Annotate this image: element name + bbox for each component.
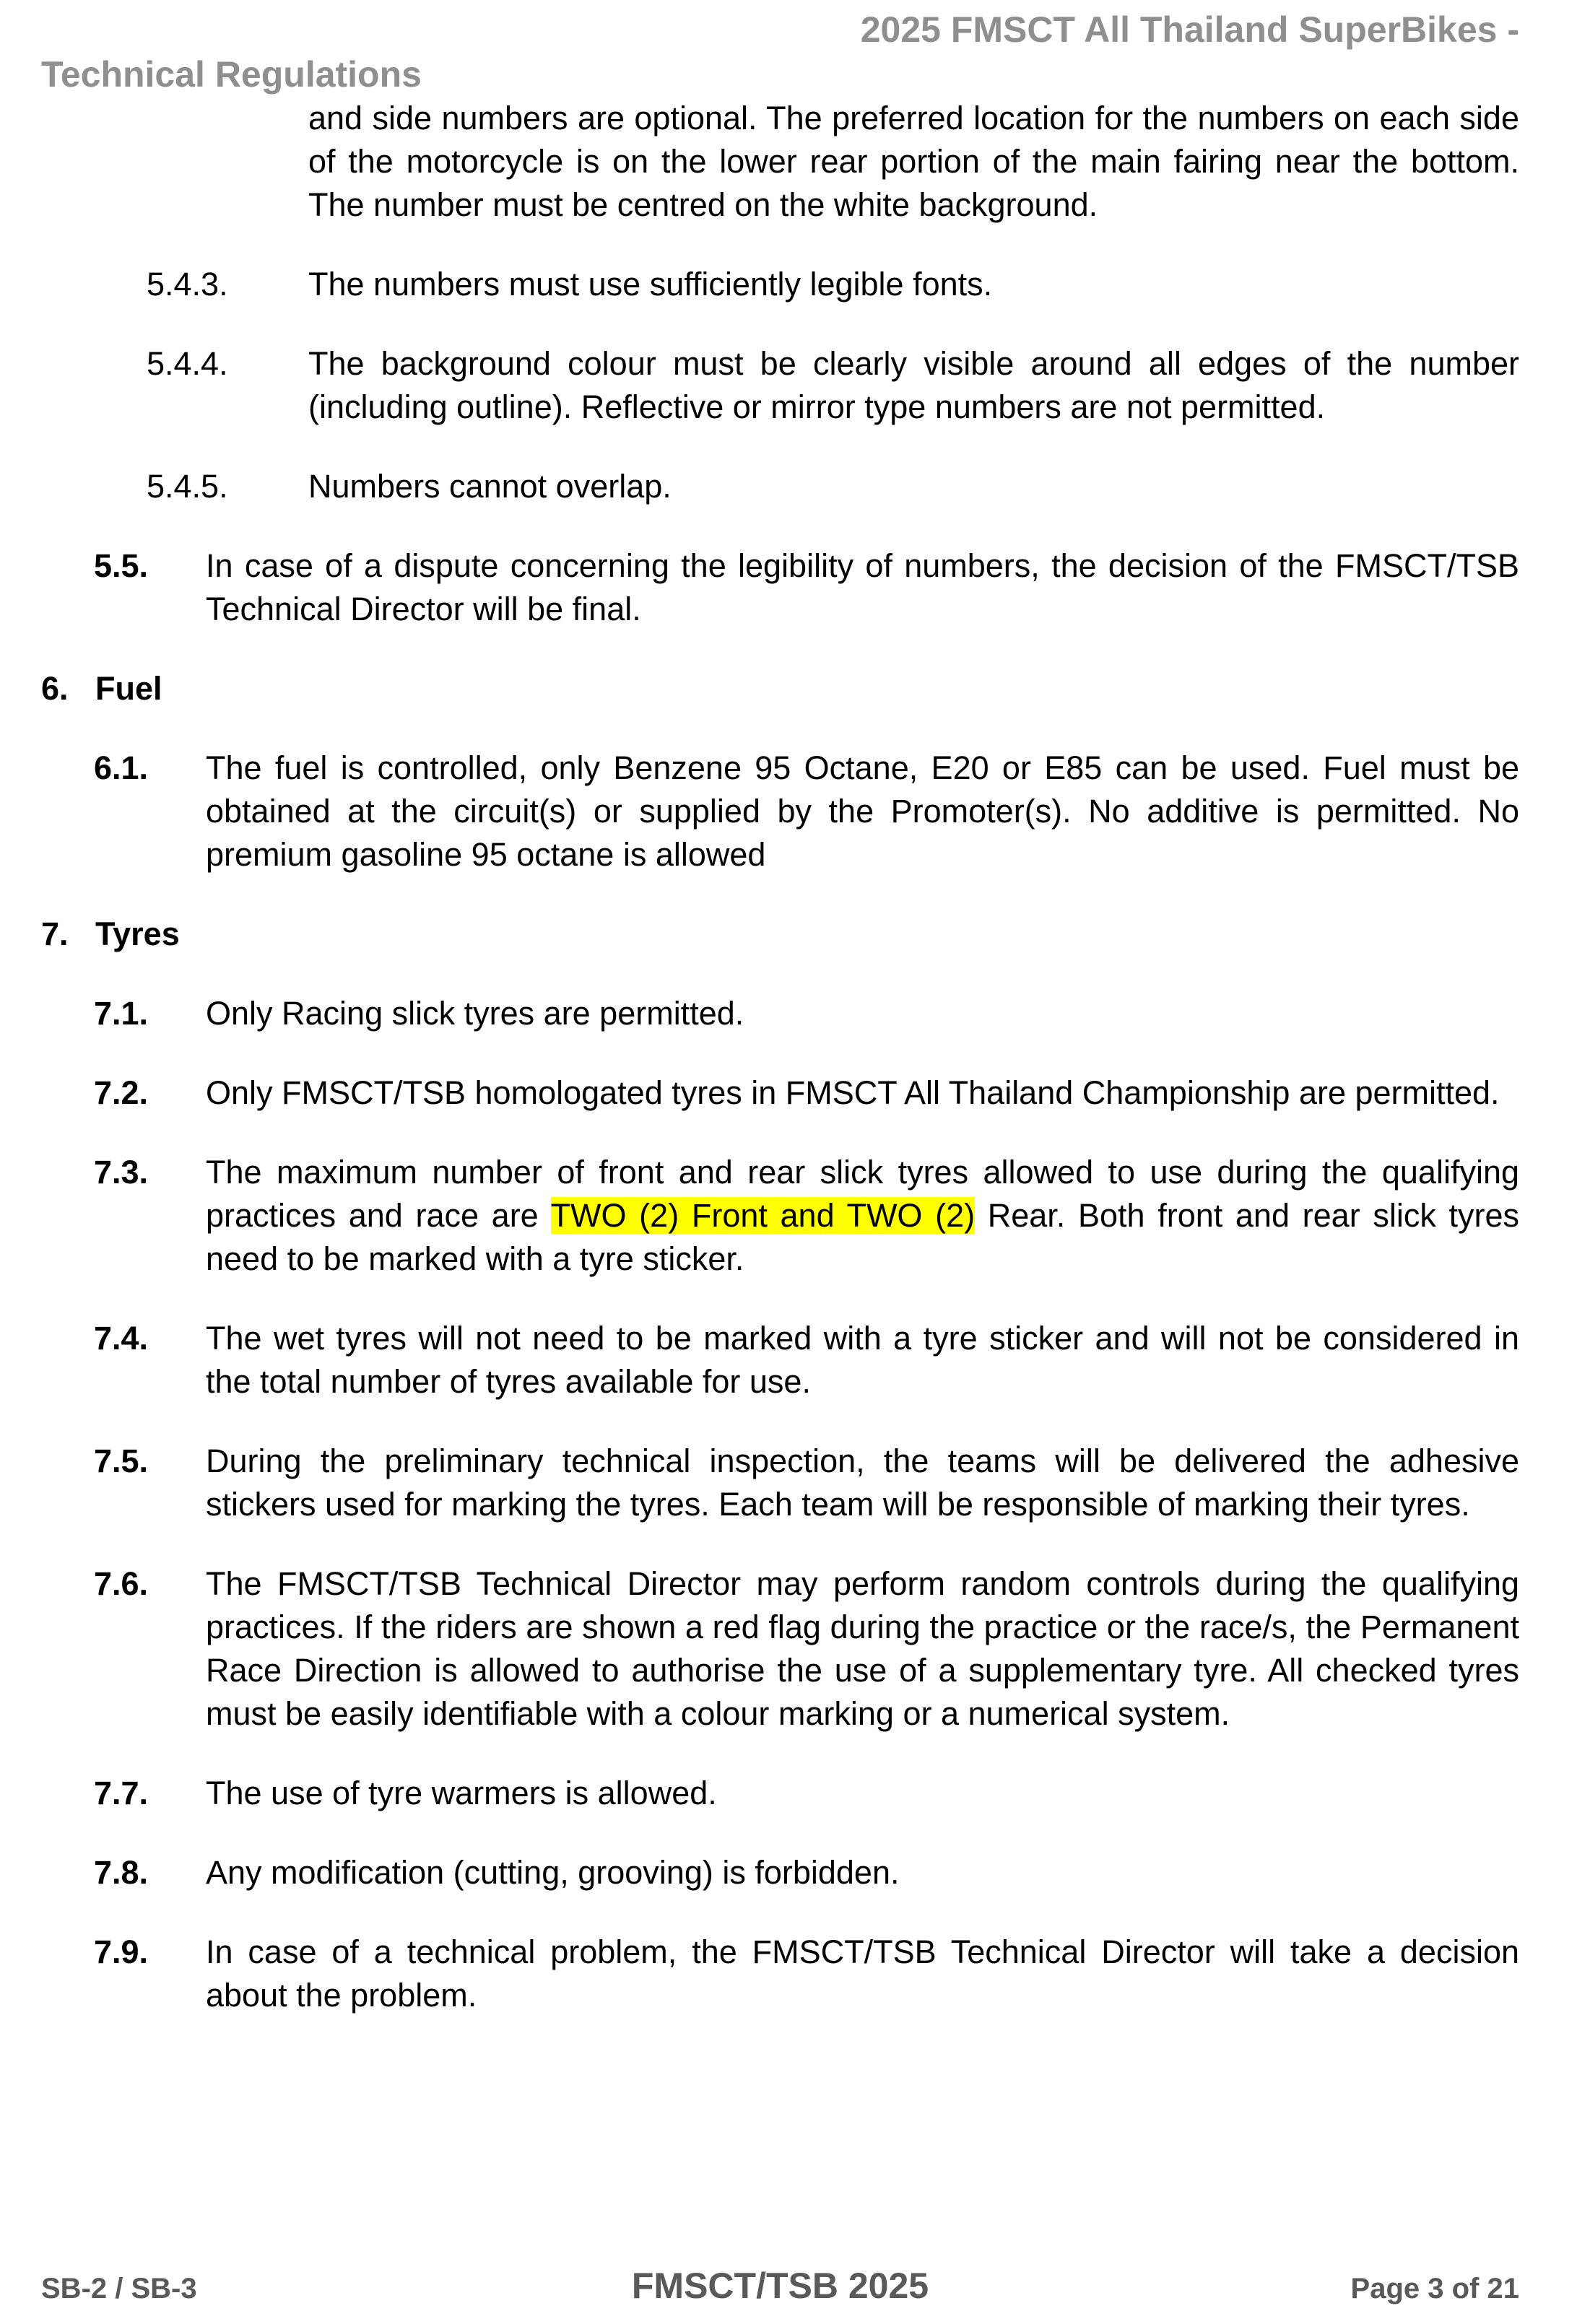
section-text — [206, 1151, 1519, 1281]
section-text: Only FMSCT/TSB homologated tyres in FMSCT All Thailand Championship are permitted. — [206, 1074, 1500, 1111]
section-6-1 — [41, 747, 1519, 876]
section-number: 7.6. — [94, 1565, 149, 1602]
header-title-bottom: Technical Regulations — [41, 54, 422, 95]
section-number: 6. — [41, 670, 69, 707]
section-number: 5.4.5. — [147, 468, 228, 505]
section-number: 6.1. — [94, 749, 149, 786]
section-text: Any modification (cutting, grooving) is forbidden. — [206, 1854, 900, 1891]
section-7-9 — [41, 1931, 1519, 2017]
section-7-1 — [41, 992, 1519, 1035]
section-number: 5.4.3. — [147, 266, 228, 303]
section-number: 7. — [41, 915, 69, 952]
section-7-3 — [41, 1151, 1519, 1281]
section-text: In case of a dispute concerning the legibility of numbers, the decision of the FMSCT/TSB Technical Director will be final. — [206, 547, 1519, 627]
section-heading-text: Tyres — [95, 915, 180, 952]
intro-paragraph: and side numbers are optional. The preferred location for the numbers on each side of the motorcycle is on the lower rear portion of the main fairing near the bottom. The number must be centred on the white background. — [308, 100, 1519, 223]
section-number: 7.5. — [94, 1442, 149, 1479]
section-5-4-5 — [41, 465, 1519, 508]
section-5-5 — [41, 544, 1519, 631]
heading-6-fuel — [41, 667, 1519, 710]
section-7-6 — [41, 1562, 1519, 1736]
section-text: The numbers must use sufficiently legible fonts. — [308, 266, 993, 303]
section-text: Only Racing slick tyres are permitted. — [206, 995, 744, 1032]
section-7-8 — [41, 1851, 1519, 1894]
section-number: 5.5. — [94, 547, 149, 584]
section-7-5 — [41, 1440, 1519, 1526]
section-7-2 — [41, 1071, 1519, 1115]
section-number: 7.8. — [94, 1854, 149, 1891]
section-heading-text: Fuel — [95, 670, 162, 707]
footer-class-code: SB-2 / SB-3 — [41, 2273, 197, 2305]
section-text: Numbers cannot overlap. — [308, 468, 672, 505]
header-title-top: 2025 FMSCT All Thailand SuperBikes - — [860, 9, 1519, 50]
section-text: The use of tyre warmers is allowed. — [206, 1775, 717, 1811]
section-number: 5.4.4. — [147, 345, 228, 382]
highlighted-text: TWO (2) Front and TWO (2) — [550, 1197, 976, 1234]
section-text: The FMSCT/TSB Technical Director may perform random controls during the qualifying practices. If the riders are shown a red flag during the practice or the race/s, the Permanent Race Direction is allowed to authorise the use of a supplementary tyre. All checked tyres must be easily identifiable with a colour marking or a numerical system. — [206, 1565, 1519, 1732]
section-text: The wet tyres will not need to be marked with a tyre sticker and will not be considered in the total number of tyres available for use. — [206, 1320, 1519, 1400]
page-footer — [41, 2266, 1519, 2306]
document-body — [0, 97, 1577, 2017]
section-5-4-3 — [41, 263, 1519, 306]
footer-page-number: Page 3 of 21 — [1350, 2273, 1519, 2305]
section-7-7 — [41, 1772, 1519, 1815]
section-text-after-highlight: Rear. Both front and rear slick tyres need to be marked with a tyre sticker. — [206, 1197, 1520, 1277]
section-number: 7.1. — [94, 995, 149, 1032]
section-text-before-highlight: The maximum number of front and rear slick tyres allowed to use during the qualifying practices and race are — [206, 1154, 1519, 1234]
footer-doc-title: FMSCT/TSB 2025 — [631, 2266, 929, 2306]
section-text: During the preliminary technical inspection, the teams will be delivered the adhesive stickers used for marking the tyres. Each team will be responsible of marking their tyres. — [206, 1442, 1519, 1523]
section-5-4-4 — [41, 342, 1519, 429]
page-header — [0, 0, 1577, 97]
section-number: 7.7. — [94, 1775, 149, 1811]
section-number: 7.3. — [94, 1154, 149, 1191]
section-text: The background colour must be clearly visible around all edges of the number (including outline). Reflective or mirror type numbers are not permitted. — [308, 345, 1519, 425]
heading-7-tyres — [41, 913, 1519, 956]
section-number: 7.2. — [94, 1074, 149, 1111]
section-number: 7.9. — [94, 1933, 149, 1970]
section-number: 7.4. — [94, 1320, 149, 1357]
section-text: In case of a technical problem, the FMSCT/TSB Technical Director will take a decision about the problem. — [206, 1933, 1519, 2014]
section-text: The fuel is controlled, only Benzene 95 Octane, E20 or E85 can be used. Fuel must be obtained at the circuit(s) or supplied by the Promoter(s). No additive is permitted. No premium gasoline 95 octane is allowed — [206, 749, 1519, 873]
section-7-4 — [41, 1317, 1519, 1403]
